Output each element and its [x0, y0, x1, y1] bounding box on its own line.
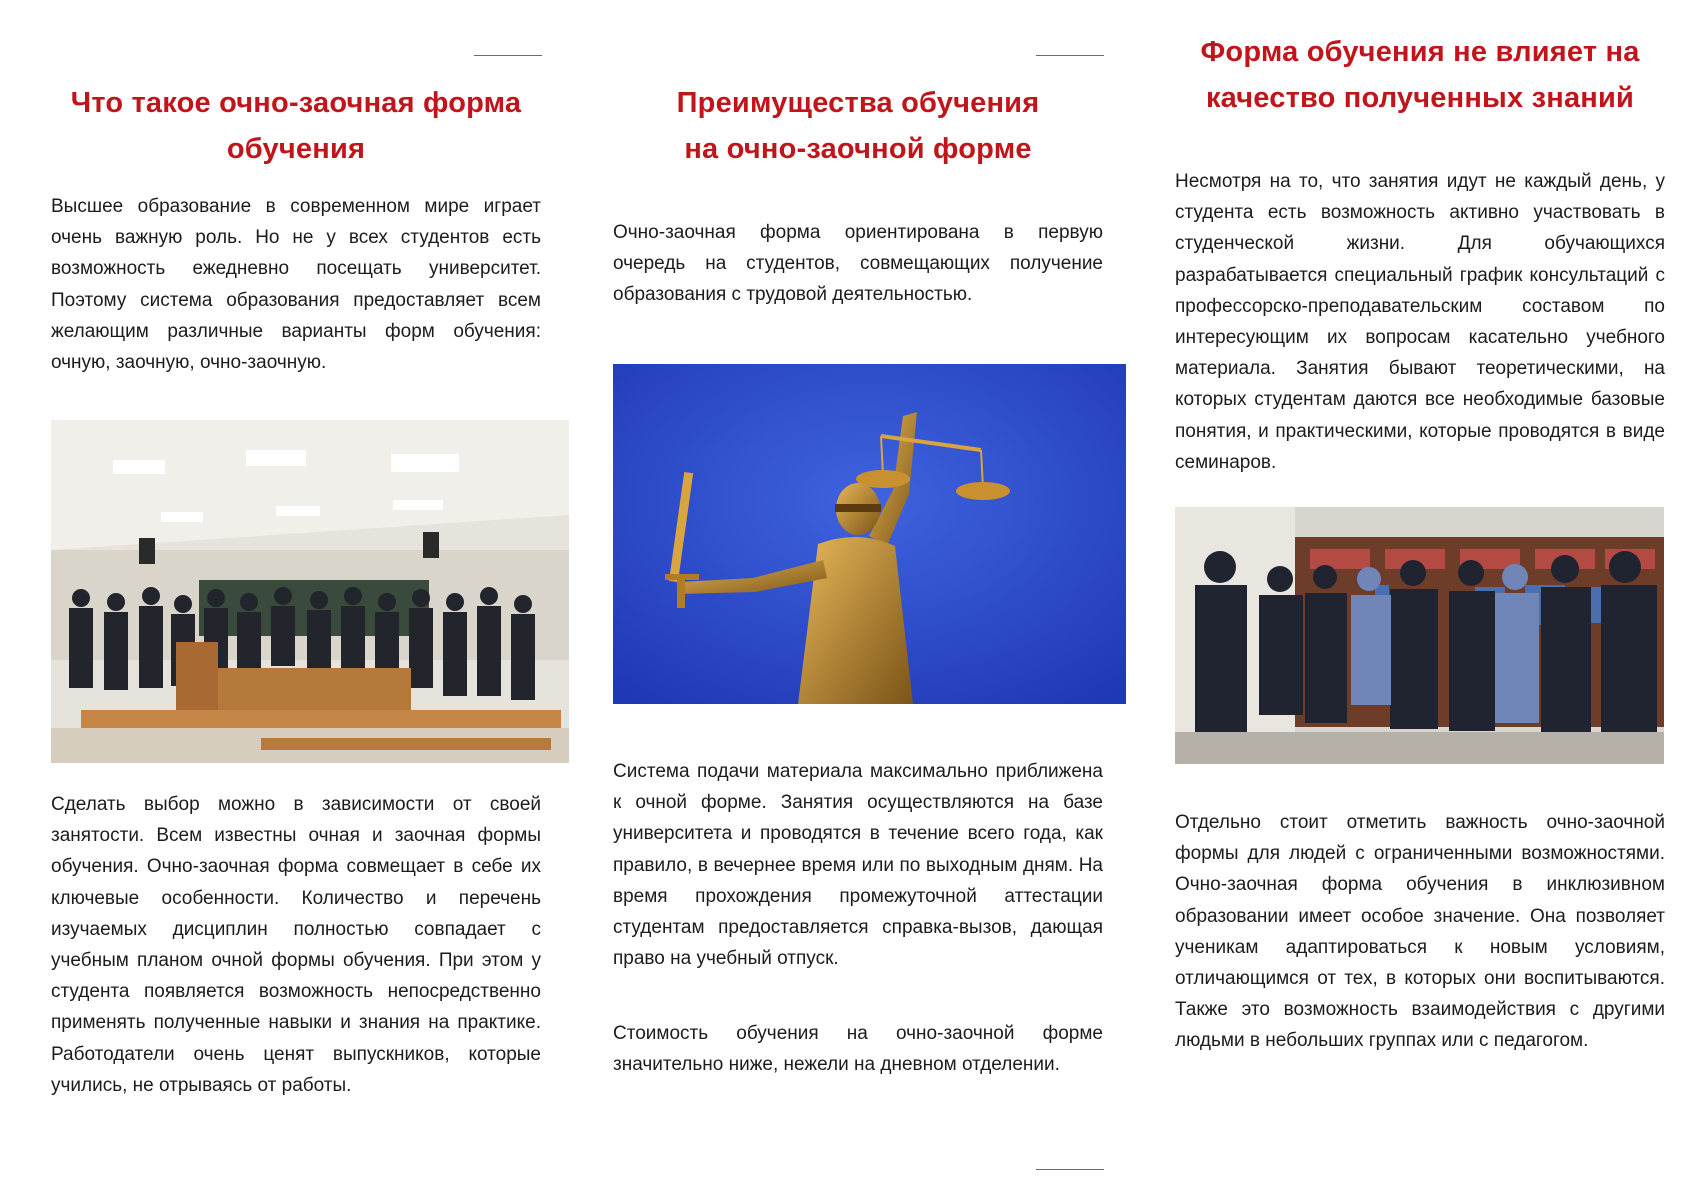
body-paragraph: Система подачи материала максимально приближена к очной форме. Занятия осуществляются на базе университета и проводятся в течение всего года, как правило, в вечернее время или по выходным дням. На время прохождения промежуточной аттестации студентам предоставляется справка-вызов, дающая право на учебный отпуск.	[613, 761, 1103, 970]
title-line: обучения	[226, 133, 366, 165]
title-line: качество полученных знаний	[1205, 82, 1635, 114]
body-paragraph: Сделать выбор можно в зависимости от своей занятости. Всем известны очная и заочная формы обучения. Очно-заочная форма совмещает в себе их ключевые особенности. Количество и перечень изучаемых дисциплин полностью совпадает с учебным планом очной формы обучения. При этом у студента появляется возможность непосредственно применять полученные навыки и знания на практике. Работодатели очень ценят выпускников, которые учились, не отрываясь от работы.	[51, 794, 541, 1096]
divider-line	[1036, 1169, 1104, 1170]
faculty-group-photo	[1175, 507, 1664, 764]
body-paragraph: Отдельно стоит отметить важность очно-заочной формы для людей с ограниченными возможностями. Очно-заочная форма обучения в инклюзивном образовании имеет особое значение. Она позволяет ученикам адаптироваться к новым условиям, отличающимся от тех, в которых они воспитываются. Также это возможность взаимодействия с другими людьми в небольших группах или с педагогом.	[1175, 812, 1665, 1052]
title-line: Что такое очно-заочная форма	[70, 87, 522, 119]
body-paragraph: Высшее образование в современном мире играет очень важную роль. Но не у всех студентов есть возможность ежедневно посещать университет. Поэтому система образования предоставляет всем желающим различные варианты форм обучения: очную, заочную, очно-заочную.	[51, 196, 541, 374]
divider-line	[474, 55, 542, 56]
body-paragraph: Очно-заочная форма ориентирована в первую очередь на студентов, совмещающих получение образования с трудовой деятельностью.	[613, 222, 1103, 306]
section-title	[51, 80, 541, 172]
title-line: Форма обучения не влияет на	[1200, 36, 1640, 68]
section-title	[1175, 29, 1665, 121]
divider-line	[1036, 55, 1104, 56]
body-paragraph: Стоимость обучения на очно-заочной форме значительно ниже, нежели на дневном отделении.	[613, 1023, 1103, 1076]
classroom-group-photo	[51, 420, 569, 763]
themis-statue-photo	[613, 364, 1126, 704]
section-title	[613, 80, 1103, 172]
title-line: Преимущества обучения	[676, 87, 1040, 119]
body-paragraph: Несмотря на то, что занятия идут не каждый день, у студента есть возможность активно участвовать в студенческой жизни. Для обучающихся разрабатывается специальный график консультаций с профессорско-преподавательским составом по интересующим их вопросам касательно учебного материала. Занятия бывают теоретическими, на которых студентам даются все необходимые базовые понятия, и практическими, которые проводятся в виде семинаров.	[1175, 171, 1665, 473]
title-line: на очно-заочной форме	[684, 133, 1032, 165]
